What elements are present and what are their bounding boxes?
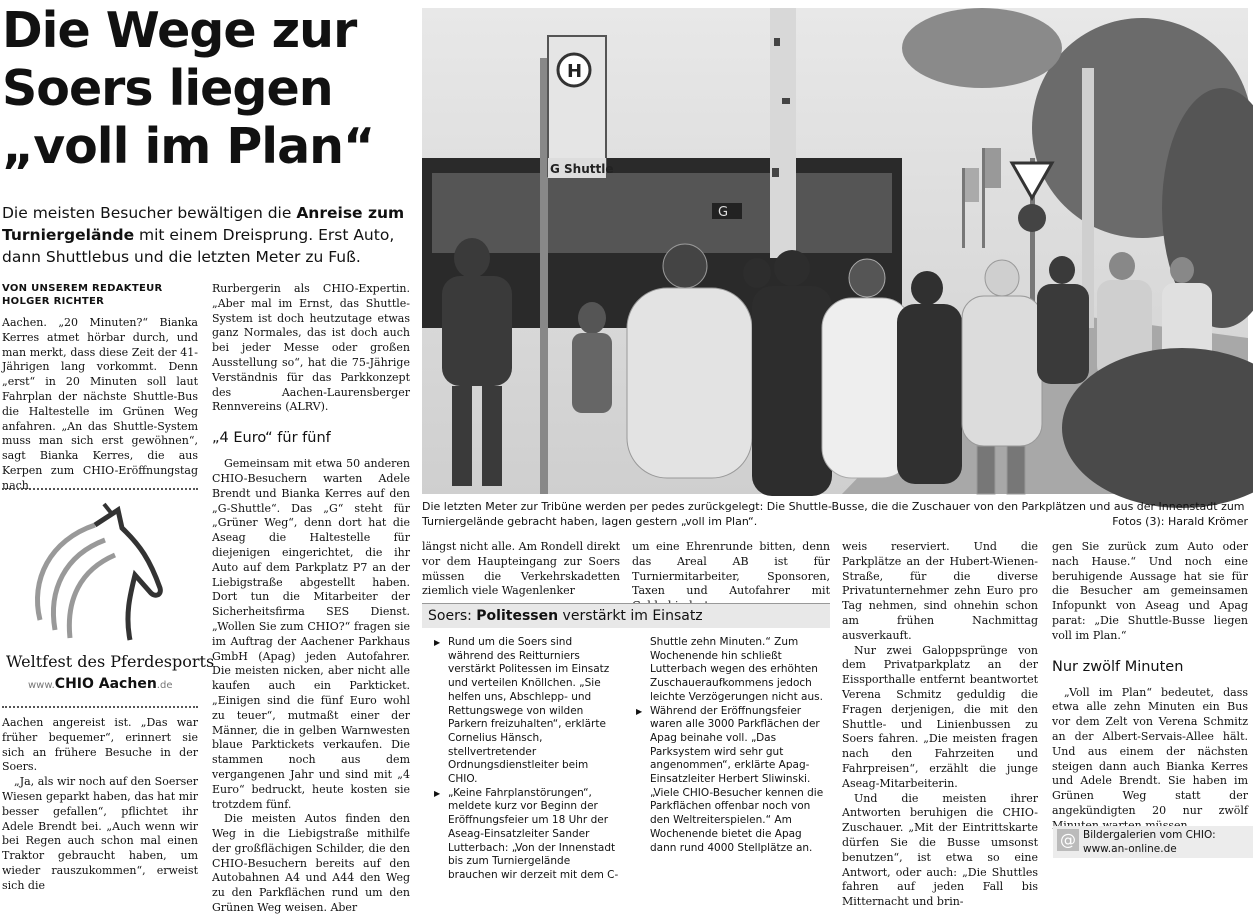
article-photo bbox=[422, 8, 1248, 494]
teaser bbox=[2, 202, 412, 268]
article-column-3 bbox=[422, 540, 620, 602]
headline-line-3: „voll im Plan“ bbox=[2, 118, 375, 175]
headline-line-1: Die Wege zur bbox=[2, 2, 357, 59]
article-paragraph: „Voll im Plan“ bedeutet, dass etwa alle zehn Minuten ein Bus vor dem Zelt von Verena Schmitz an der Albert-Servais-Allee hält. Und aus einem der nächsten steigen dann auch Bianka Kerres und Adele Brendt. Sie haben im Grünen Weg statt der angekündigten 20 nur zwölf bbox=[1052, 685, 1248, 817]
article-paragraph: Die meisten Autos finden den Weg in die Liebigstraße mithilfe der großflächigen Schilder, die den CHIO-Besuchern bereits auf den Autobahnen A4 und A44 den Weg zu den Parkflächen rund um den Grünen Weg weisen. Aber bbox=[212, 812, 410, 915]
subheading-4-euro: „4 Euro“ für fünf bbox=[212, 430, 331, 447]
teaser-bold: Anreise zum Turniergelände bbox=[2, 204, 405, 244]
horse-head-icon bbox=[0, 500, 212, 650]
gallery-url[interactable]: www.an-online.de bbox=[1083, 843, 1177, 855]
article-column-5 bbox=[842, 540, 1038, 909]
logo-url-main: CHIO Aachen bbox=[54, 676, 157, 692]
info-box-title-bold: Politessen bbox=[476, 608, 559, 624]
column-divider bbox=[2, 706, 198, 708]
logo-url-suffix: .de bbox=[156, 680, 173, 691]
bus-stop-sign-h: H bbox=[567, 61, 583, 82]
logo-tagline: Weltfest des Pferdesports bbox=[6, 652, 215, 671]
teaser-part-2: mit einem Dreisprung. Erst Auto, dann Shuttlebus und die letzten Meter zu Fuß. bbox=[2, 226, 395, 266]
article-paragraph: gen Sie zurück zum Auto oder nach Hause.“ Und noch eine beruhigende Aussage hat sie für die Besucher am gemeinsamen Infopunkt von Aseag und Apag parat: „Die Shuttle-Busse liegen voll im Plan.“ bbox=[1052, 540, 1248, 642]
photo-caption-text: Die letzten Meter zur Tribüne werden per pedes zurückgelegt: Die Shuttle-Busse, die die Zuschauer von den Parkplätzen und aus der Innenstadt zum Turniergelände gebracht haben, lagen gestern „voll im Plan“. bbox=[422, 500, 1245, 528]
info-box-title-rest: verstärkt im Einsatz bbox=[558, 608, 703, 624]
info-bullet: ▶ „Keine Fahrplanstörungen“, meldete kurz vor Beginn der Eröffnungsfeier um 18 Uhr der Aseag-Einsatzleiter Sander Lutterbach: „Von der Innenstadt bis zum Turniergelände brauchen wir derzeit mit dem C- bbox=[434, 787, 620, 883]
gallery-link-box[interactable] bbox=[1053, 826, 1253, 858]
article-paragraph: Gemeinsam mit etwa 50 anderen CHIO-Besuchern warten Adele Brendt und Bianka Kerres auf den „G-Shuttle“. Das „G“ steht für „Grüner Weg“, denn dort hat die Aseag die Haltestelle für diejenigen eingerichtet, die ihr Auto auf dem Parkplatz P7 an der Liebigstraße abgestellt haben. Dort tun die Mitarbeiter der Sicherheitsfirma SES Dienst. „Wollen Sie zum CHIO?“ fragen sie im Auftrag der Aachener Parkhaus GmbH (Apag) jeden Autofahrer. Die meisten nicken, aber nicht alle kaufen auch ein Parkticket. „Einigen sind die fünf Euro wohl zu teuer“, mutmaßt einer der Männer, die in gelben Warnwesten blaue Parktickets verkaufen. Die stammen noch aus dem vergangenen Jahr und sind mit „4 Euro“ bedruckt, heute kosten sie trotzdem fünf. bbox=[212, 457, 410, 811]
chio-logo bbox=[0, 500, 215, 700]
bus-route-label: G bbox=[718, 205, 729, 220]
article-column-4 bbox=[632, 540, 830, 602]
info-box-title bbox=[422, 603, 830, 628]
article-paragraph: weis reserviert. Und die Parkplätze an der Hubert-Wienen-Straße, für die diverse Privatunternehmer zehn Euro pro Tag nehmen, sind ohnehin schon am frühen Nachmittag ausverkauft. bbox=[842, 540, 1038, 642]
info-box-column-right bbox=[636, 636, 826, 855]
byline-author: HOLGER RICHTER bbox=[2, 296, 105, 307]
photo-shuttle-bus-scene bbox=[422, 8, 1248, 494]
photo-caption bbox=[422, 499, 1248, 529]
headline-line-2: Soers liegen bbox=[2, 60, 333, 117]
gallery-text bbox=[1083, 828, 1216, 856]
article-paragraph: Aachen angereist ist. „Das war früher bequemer“, erinnert sie sich an frühere Besuche in der Soers. bbox=[2, 716, 198, 774]
article-paragraph-intro: Aachen. „20 Minuten?“ Bianka Kerres atmet hörbar durch, und man merkt, dass diese Zeit der 41-Jährigen lang vorkommt. Denn „erst“ in 20 Minuten soll laut Fahrplan der nächste Shuttle-Bus die Haltestelle im Grünen Weg anfahren. „An das Shuttle-System muss man sich erst gewöhnen“, sagt Bianka Kerres, die aus Kerpen zum CHIO-Eröffnungstag nach bbox=[2, 316, 198, 492]
article-column-6 bbox=[1052, 540, 1248, 822]
info-bullet: ▶ Rund um die Soers sind während des Reitturniers verstärkt Politessen im Einsatz und verteilen Knöllchen. „Sie helfen uns, Abschlepp- und Rettungswege von wilden Parkern freizuhalten“, erklärte Cornelius Hänsch, stellvertretender Ordnungsdienstleiter beim CHIO. bbox=[434, 636, 620, 787]
article-paragraph: Nur zwei Galoppsprünge von dem Privatparkplatz an der Eissporthalle entfernt beantwortet Verena Schmitz geduldig die Fragen derjenigen, die mit den Shuttle- und Linienbussen zu Soers fahren. „Die meisten fragen nach den Fahrzeiten und Fahrpreisen“, erzählt die junge Aseag-Mitarbeiterin. bbox=[842, 643, 1038, 790]
article-paragraph: „Ja, als wir noch auf den Soerser Wiesen geparkt haben, das hat mir besser gefallen“, pflichtet ihr Adele Brendt bei. „Auch wenn wir bei Regen auch schon mal einen Traktor gebraucht haben, um wieder rauszukommen“, erweist sich die bbox=[2, 775, 198, 892]
info-box-politessen bbox=[422, 603, 830, 881]
article-paragraph: Rurbergerin als CHIO-Expertin. „Aber mal im Ernst, das Shuttle-System ist doch heutzutage etwas ganz Normales, das ist doch auch bei jeder Messe oder großen Ausstellung so“, hat die 75-Jährige Verständnis für das Parkkonzept des Aachen-Laurensberger Rennvereins (ALRV). bbox=[212, 282, 410, 414]
article-column-1-top bbox=[2, 282, 198, 492]
info-continuation: Shuttle zehn Minuten.“ Zum Wochenende hin schließt Lutterbach wegen des erhöhten Zuschaueraufkommens jedoch leichte Verzögerungen nicht aus. bbox=[650, 636, 823, 703]
headline bbox=[2, 2, 412, 176]
subheading-zwoelf-minuten: Nur zwölf Minuten bbox=[1052, 658, 1184, 675]
bus-stop-sign-label: G Shuttle bbox=[550, 162, 614, 176]
article-column-1-bottom bbox=[2, 716, 198, 892]
logo-url-prefix: www. bbox=[28, 680, 55, 691]
byline bbox=[2, 282, 198, 308]
info-box-title-plain: Soers: bbox=[428, 608, 477, 624]
article-paragraph: um eine Ehrenrunde bitten, denn das Areal AB ist für Turniermitarbeiter, Sponsoren, Taxen und Autofahrer mit bbox=[632, 540, 830, 598]
article-paragraph: längst nicht alle. Am Rondell direkt vor dem Haupteingang zur Soers müssen die Verkehrskadetten ziemlich viele Wagenlenker bbox=[422, 540, 620, 598]
teaser-part-1: Die meisten Besucher bewältigen die bbox=[2, 204, 297, 222]
photo-credit: Fotos (3): Harald Krömer bbox=[1112, 515, 1248, 528]
info-box-column-left bbox=[434, 636, 620, 883]
column-divider bbox=[2, 488, 198, 490]
gallery-title: Bildergalerien vom CHIO: bbox=[1083, 829, 1216, 841]
article-column-2 bbox=[212, 282, 410, 915]
article-paragraph: Und die meisten ihrer Antworten beruhigen die CHIO-Zuschauer. „Mit der Eintrittskarte dürfen Sie die Busse umsonst benutzen“, ist etwa so eine Antwort, oder auch: „Die Shuttles fahren auf jeden Fall bis Mitternacht und brin- bbox=[842, 791, 1038, 909]
info-bullet: ▶ Während der Eröffnungsfeier waren alle 3000 Parkflächen der Apag beinahe voll. „Das Parksystem wird sehr gut angenommen“, erklärte Apag-Einsatzleiter Herbert Sliwinski. „Viele CHIO-Besucher kennen die Parkflächen offenbar noch von den Weltreiterspielen.“ Am Wochenende bietet die Apag dann rund 4000 Stellplätze an. bbox=[636, 705, 826, 856]
logo-url bbox=[28, 676, 172, 692]
at-icon: @ bbox=[1057, 829, 1079, 851]
byline-role: VON UNSEREM REDAKTEUR bbox=[2, 283, 163, 294]
